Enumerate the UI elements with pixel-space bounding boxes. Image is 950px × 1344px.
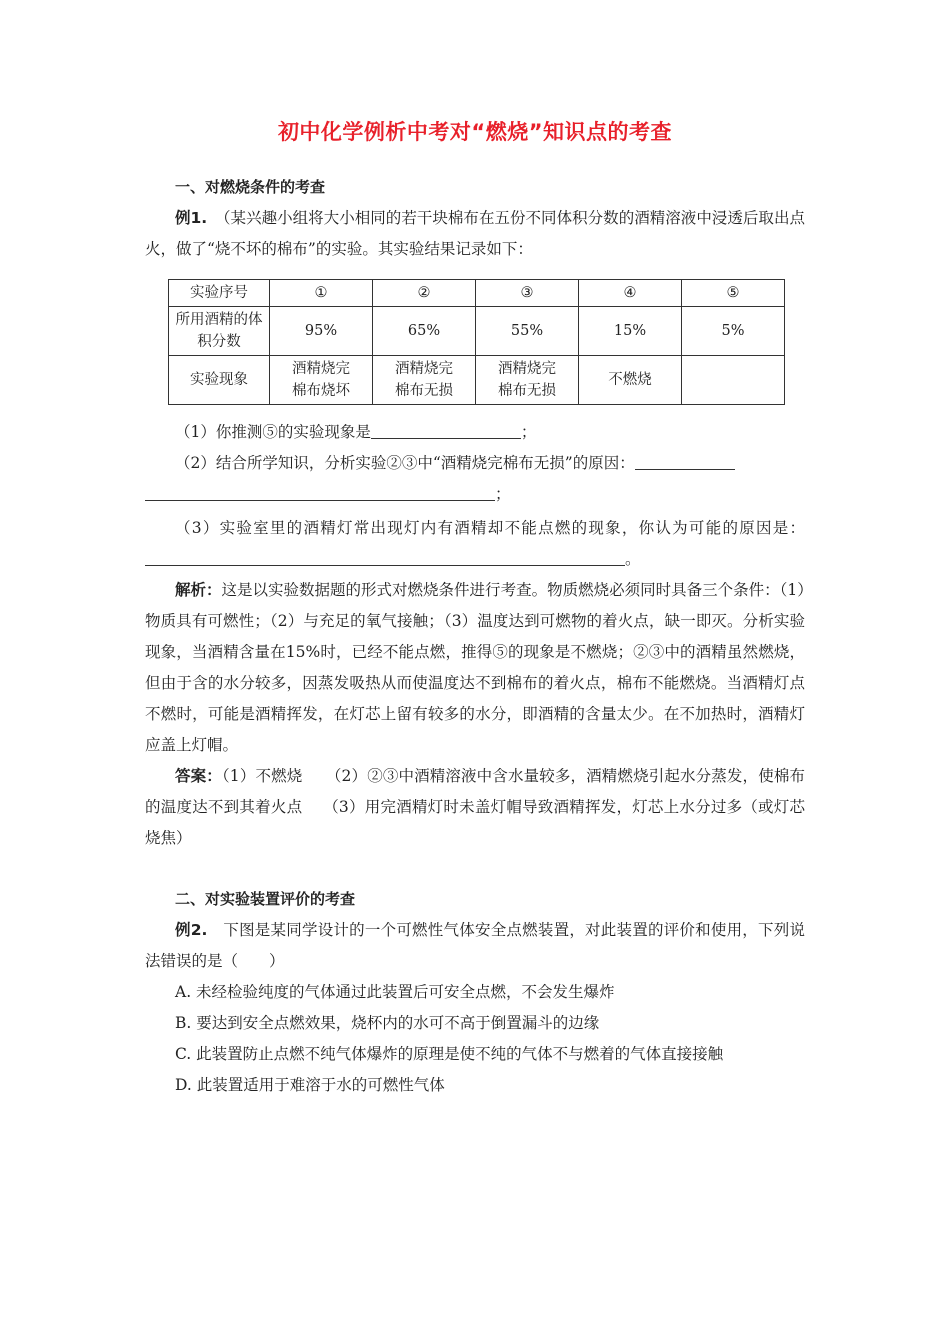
table-cell: 65% [373, 307, 476, 356]
answer-blank [635, 451, 735, 470]
question-1-text: （1）你推测⑤的实验现象是 [175, 423, 371, 441]
table-row [169, 356, 785, 405]
example1-label: 例1. [175, 209, 208, 227]
section1-heading: 一、对燃烧条件的考查 [175, 178, 326, 196]
question-2-suffix: ； [495, 485, 511, 503]
table-cell: ④ [579, 280, 682, 307]
table-cell: ① [270, 280, 373, 307]
table-cell: 95% [270, 307, 373, 356]
question-2-continued [145, 479, 805, 510]
question-1-suffix: ； [520, 423, 537, 441]
document-body [145, 170, 805, 1101]
cell-line: 不燃烧 [608, 372, 652, 388]
table-cell: ⑤ [682, 280, 785, 307]
example2-text: 下图是某同学设计的一个可燃性气体安全点燃装置，对此装置的评价和使用，下列说法错误的是（ ） [145, 921, 805, 970]
table-cell: 所用酒精的体积分数 [169, 307, 270, 356]
cell-line: 酒精烧完 [498, 361, 556, 377]
option-d: D. 此装置适用于难溶于水的可燃性气体 [175, 1076, 445, 1094]
table-cell: ③ [476, 280, 579, 307]
answer-label: 答案： [175, 767, 222, 785]
answer-blank [145, 482, 495, 501]
document-title: 初中化学例析中考对“燃烧”知识点的考查 [277, 120, 673, 144]
question-3-suffix: 。 [625, 550, 641, 568]
table-cell [579, 356, 682, 405]
answer-paragraph [145, 761, 805, 854]
answer-blank [371, 420, 521, 439]
table-cell [476, 356, 579, 405]
table-cell: 55% [476, 307, 579, 356]
cell-line: 棉布无损 [395, 383, 453, 399]
question-1 [145, 417, 805, 448]
table-cell [682, 356, 785, 405]
example2-paragraph [145, 915, 805, 977]
analysis-label: 解析： [175, 581, 222, 599]
option-a: A. 未经检验纯度的气体通过此装置后可安全点燃，不会发生爆炸 [175, 983, 615, 1001]
option-c: C. 此装置防止点燃不纯气体爆炸的原理是使不纯的气体不与燃着的气体直接接触 [175, 1045, 724, 1063]
table-cell: 实验现象 [169, 356, 270, 405]
table-cell: 实验序号 [169, 280, 270, 307]
question-2-text: （2）结合所学知识，分析实验②③中“酒精烧完棉布无损”的原因： [175, 454, 635, 472]
cell-line: 棉布无损 [498, 383, 556, 399]
table-cell: 15% [579, 307, 682, 356]
experiment-table [168, 279, 785, 405]
table-row [169, 307, 785, 356]
cell-line: 酒精烧完 [395, 361, 453, 377]
cell-line: 棉布烧坏 [292, 383, 350, 399]
example1-paragraph [145, 203, 805, 265]
table-header-row [169, 280, 785, 307]
table-cell: 5% [682, 307, 785, 356]
answer-blank [145, 547, 625, 566]
question-3-text: （3）实验室里的酒精灯常出现灯内有酒精却不能点燃的现象，你认为可能的原因是： [175, 519, 805, 537]
section2-heading: 二、对实验装置评价的考查 [175, 890, 356, 908]
question-2 [145, 448, 805, 479]
analysis-text: 这是以实验数据题的形式对燃烧条件进行考查。物质燃烧必须同时具备三个条件：（1）物质具有可燃性；（2）与充足的氧气接触；（3）温度达到可燃物的着火点，缺一即灭。分析实验现象，当酒精含量在15%时，已经不能点燃，推得⑤的现象是不燃烧；②③中的酒精虽然燃烧，但由于含的水分较多，因蒸发吸热从而使温度达不到棉布的着火点，棉布不能燃烧。当酒精灯点不燃时，可能是酒精挥发，在灯芯上留有较多的水分，即酒精的含量太少。在不加热时，酒精灯应盖上灯帽。 [145, 581, 805, 754]
answer-text: （1）不燃烧 （2）②③中酒精溶液中含水量较多，酒精燃烧引起水分蒸发，使棉布的温度达不到其着火点 （3）用完酒精灯时未盖灯帽导致酒精挥发，灯芯上水分过多（或灯芯烧焦） [145, 767, 805, 847]
table-cell [270, 356, 373, 405]
table-cell: ② [373, 280, 476, 307]
cell-line: 酒精烧完 [292, 361, 350, 377]
table-cell [373, 356, 476, 405]
analysis-paragraph [145, 575, 805, 761]
option-b: B. 要达到安全点燃效果，烧杯内的水可不高于倒置漏斗的边缘 [175, 1014, 600, 1032]
example2-label: 例2. [175, 921, 208, 939]
question-3 [145, 513, 805, 575]
example1-text: （某兴趣小组将大小相同的若干块棉布在五份不同体积分数的酒精溶液中浸透后取出点火，做了“烧不坏的棉布”的实验。其实验结果记录如下： [145, 209, 805, 258]
